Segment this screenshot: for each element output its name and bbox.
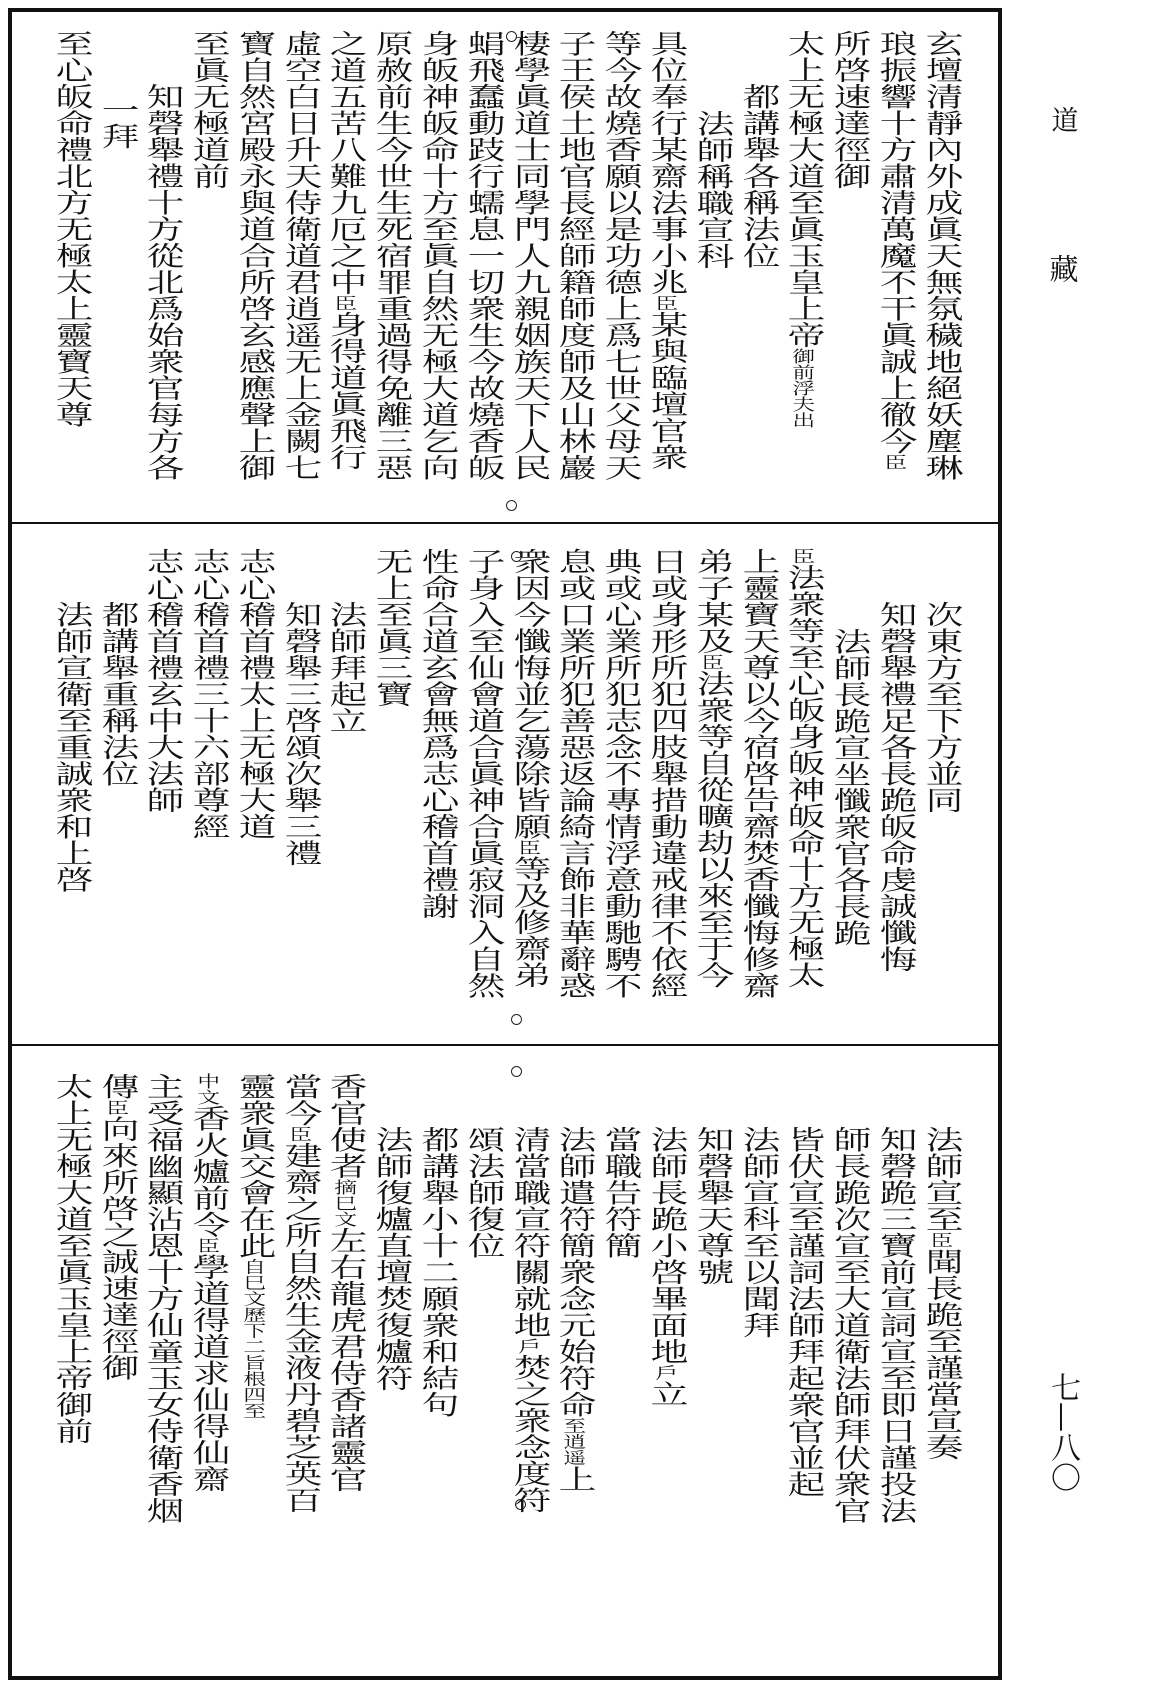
column-text-run <box>276 30 322 481</box>
column-text: 太上无極大道至眞玉皇上帝御前 <box>48 1073 93 1444</box>
column-text: 琅振響十方肅清萬魔不干眞誠上徹今 <box>872 30 917 454</box>
column-text-run <box>551 548 596 999</box>
text-column <box>641 548 687 1044</box>
column-text-run <box>460 548 505 999</box>
column-text: 息或口業所犯善惡返論綺言飾非華辭惑 <box>551 548 596 999</box>
column-text: 知磬舉禮十方從北爲始衆官每方各 <box>139 83 184 481</box>
column-text: 上 <box>551 1465 596 1492</box>
column-text: 玄壇清靜內外成眞天無氛穢地絕妖塵琳 <box>918 30 963 481</box>
text-panel <box>12 1046 998 1676</box>
text-column <box>550 1073 596 1676</box>
column-text: 法師長跪小啓畢面地 <box>643 1126 688 1365</box>
text-column <box>458 30 504 522</box>
text-column <box>550 30 596 522</box>
interlinear-note: 臣 <box>697 654 725 670</box>
column-text-run <box>414 1073 459 1418</box>
text-column <box>825 30 871 522</box>
column-text-run <box>689 548 734 988</box>
column-text-run <box>918 1073 963 1460</box>
column-text-run <box>872 548 917 972</box>
column-text-run <box>734 1073 779 1338</box>
circle-mark <box>515 1499 526 1510</box>
text-panel <box>12 524 998 1046</box>
margin-title-top: 道 <box>1046 106 1078 133</box>
text-column <box>870 548 916 1044</box>
column-text: 知磬舉三啓頌次舉三禮 <box>276 601 322 866</box>
text-column <box>138 548 184 1044</box>
column-text-run <box>597 548 642 999</box>
column-text-run <box>93 548 138 787</box>
circle-mark <box>506 31 517 42</box>
column-text: 某與臨壇官衆 <box>643 311 688 470</box>
text-column <box>138 1073 184 1676</box>
text-column <box>687 548 733 1044</box>
column-text-run <box>48 1073 93 1444</box>
column-text: 香官使者 <box>322 1073 367 1179</box>
circle-mark <box>506 500 517 511</box>
column-text: 志心稽首禮太上无極大道 <box>231 548 276 840</box>
column-text-run <box>368 30 413 481</box>
text-column <box>916 1073 962 1676</box>
text-column <box>275 30 321 522</box>
column-text-run <box>826 1073 871 1524</box>
text-column <box>733 548 779 1044</box>
column-text-run <box>231 1073 276 1419</box>
column-text-run <box>276 1073 322 1513</box>
column-text-run <box>689 1073 734 1285</box>
column-text: 志心稽首禮三十六部尊經 <box>185 548 230 840</box>
column-text-run <box>139 548 184 813</box>
text-column <box>687 30 733 522</box>
column-text-run <box>872 1073 917 1524</box>
text-column <box>870 1073 916 1676</box>
column-text-run <box>139 1073 184 1524</box>
text-column <box>412 548 458 1044</box>
column-text: 上靈寶天尊以今宿啓告齋焚香懺悔修齋 <box>734 548 779 999</box>
column-text: 身得道眞飛行 <box>322 311 367 470</box>
text-column <box>321 548 367 1044</box>
column-text-run <box>231 30 276 481</box>
column-text: 衆因今懺悔並乞蕩除皆願 <box>505 548 550 840</box>
column-text-run <box>414 548 459 919</box>
text-column <box>733 30 779 522</box>
text-column <box>870 30 916 522</box>
text-column <box>367 30 413 522</box>
column-text: 師長跪次宣至大道衛法師拜伏衆官 <box>826 1126 871 1524</box>
text-column <box>596 30 642 522</box>
text-column <box>367 1073 413 1676</box>
column-text: 左右龍虎君侍香諸靈官 <box>322 1227 367 1492</box>
column-text: 具位奉行某齋法事小兆 <box>643 30 688 295</box>
column-text: 皆伏宣至謹詞法師拜起衆官並起 <box>780 1126 825 1497</box>
column-text-run <box>414 30 459 481</box>
column-text: 學道得道求仙得仙齋 <box>185 1253 230 1492</box>
column-text-run <box>826 548 871 946</box>
column-text-run <box>734 30 779 269</box>
column-text-run <box>689 30 734 269</box>
text-column <box>46 548 92 1044</box>
column-text-run <box>780 548 825 988</box>
column-text: 等及修齋弟 <box>505 855 550 988</box>
column-text: 之道五苦八難九厄之中 <box>322 30 367 295</box>
column-text: 傳 <box>93 1073 138 1100</box>
text-panel <box>12 12 998 524</box>
column-text-run <box>139 30 184 481</box>
column-text-run <box>185 548 230 840</box>
text-column <box>412 30 458 522</box>
column-text: 法師宣衛至重誠衆和上啓 <box>48 601 93 893</box>
column-text: 靈衆眞交會在此 <box>231 1073 276 1259</box>
column-text: 太上无極大道至眞玉皇上帝 <box>780 30 825 348</box>
margin-title-bottom: 藏 <box>1045 254 1080 283</box>
text-column <box>596 548 642 1044</box>
column-text: 建齋之所自然生金液丹碧芝英百 <box>276 1142 322 1513</box>
column-text-run <box>780 30 825 428</box>
column-text-run <box>505 548 550 988</box>
interlinear-note: 臣 <box>880 454 908 470</box>
column-text-run <box>551 1073 596 1492</box>
column-text: 法師宣科至以聞拜 <box>734 1126 779 1338</box>
text-column <box>504 548 550 1044</box>
text-column <box>92 1073 138 1676</box>
column-text: 法師稱職宣科 <box>689 109 734 269</box>
column-text-run <box>597 1073 642 1259</box>
text-column <box>46 30 92 522</box>
column-text: 都講舉小十二願衆和結句 <box>414 1126 459 1418</box>
column-text: 弟子某及 <box>689 548 734 654</box>
interlinear-note: 臣 <box>514 839 542 856</box>
column-text: 焚之衆念度符 <box>505 1354 550 1513</box>
interlinear-note: 臣 <box>285 1126 313 1142</box>
column-text: 法師宣至 <box>918 1126 963 1232</box>
column-text-run <box>643 30 688 470</box>
column-text-run <box>918 30 963 481</box>
column-text: 所啓速達徑御 <box>826 30 871 189</box>
text-column <box>687 1073 733 1676</box>
column-text: 法師長跪宣坐懺衆官各長跪 <box>826 627 871 946</box>
column-text: 典或心業所犯志念不專情浮意動馳騁不 <box>597 548 642 999</box>
text-column <box>183 1073 229 1676</box>
text-column <box>229 1073 275 1676</box>
column-text: 主受福幽顯沾恩十方仙童玉女侍衛香烟 <box>139 1073 184 1524</box>
text-column <box>367 548 413 1044</box>
column-text: 法師遣符簡衆念元始符命 <box>551 1126 596 1418</box>
column-text-run <box>48 30 93 428</box>
column-text-run <box>322 30 367 470</box>
text-column <box>504 30 550 522</box>
column-text: 香火爐前令 <box>185 1105 230 1238</box>
column-text-run <box>93 30 138 150</box>
column-text: 虛空白日升天侍衛道君逍遥无上金闕七 <box>276 30 322 481</box>
column-text: 頌法師復位 <box>460 1126 505 1259</box>
column-text-run <box>505 30 550 481</box>
column-text-run <box>322 1073 367 1492</box>
column-text: 次東方至下方並同 <box>918 601 963 813</box>
column-text: 身皈神皈命十方至眞自然无極大道乞向 <box>414 30 459 481</box>
interlinear-note: 臣 <box>926 1232 954 1248</box>
column-text-run <box>185 1073 230 1492</box>
column-text-run <box>48 548 93 893</box>
column-text-run <box>460 1073 505 1259</box>
column-text: 等今故燒香願以是功德上爲七世父母天 <box>597 30 642 481</box>
page-frame <box>8 8 1002 1680</box>
interlinear-note: 自巳文歷下二旨根四至 <box>239 1258 267 1419</box>
column-text: 法師拜起立 <box>322 601 367 734</box>
column-text: 知磬舉禮足各長跪皈命虔誠懺悔 <box>872 601 917 972</box>
margin-collection-title <box>1040 254 1084 283</box>
text-column <box>504 1073 550 1676</box>
interlinear-note: 摘巳文 <box>331 1179 359 1227</box>
circle-mark <box>511 1066 522 1077</box>
column-text: 清當職宣符關就地 <box>505 1126 550 1338</box>
column-text-run <box>872 30 917 470</box>
text-column <box>779 1073 825 1676</box>
interlinear-note: 臣 <box>102 1099 130 1116</box>
column-text-run <box>551 30 596 481</box>
column-text: 至眞无極道前 <box>185 30 230 189</box>
interlinear-note: 臣 <box>789 548 817 564</box>
text-column <box>46 1073 92 1676</box>
circle-mark <box>511 551 522 562</box>
column-text-run <box>322 548 367 734</box>
margin-collection-title <box>1040 106 1084 133</box>
column-text: 寶自然宮殿永與道合所啓玄感應聲上御 <box>231 30 276 481</box>
text-column <box>916 548 962 1044</box>
column-text-run <box>460 30 505 481</box>
text-column <box>183 30 229 522</box>
interlinear-note: 御前浮夫出 <box>789 348 817 428</box>
text-column <box>458 548 504 1044</box>
column-text: 子身入至仙會道合眞神合眞寂洞入自然 <box>460 548 505 999</box>
text-column <box>596 1073 642 1676</box>
text-column <box>92 30 138 522</box>
column-text: 當職告符簡 <box>597 1126 642 1259</box>
column-text: 知磬舉天尊號 <box>689 1126 734 1285</box>
text-column <box>779 548 825 1044</box>
column-text-run <box>185 30 230 189</box>
interlinear-note: 臣 <box>651 295 679 311</box>
column-text-run <box>643 1073 688 1407</box>
column-text: 知磬跪三寶前宣詞宣至即日謹投法 <box>872 1126 917 1524</box>
column-text: 當今 <box>276 1073 322 1126</box>
interlinear-note: 至逍遥 <box>560 1417 588 1466</box>
interlinear-note: 臣 <box>331 295 359 311</box>
column-text-run <box>826 30 871 189</box>
text-column <box>412 1073 458 1676</box>
column-text-run <box>918 548 963 813</box>
text-column <box>229 548 275 1044</box>
text-column <box>779 30 825 522</box>
text-column <box>550 548 596 1044</box>
interlinear-note: 戶 <box>651 1364 679 1381</box>
column-text: 立 <box>643 1380 688 1407</box>
text-column <box>275 548 321 1044</box>
text-column <box>458 1073 504 1676</box>
column-text-run <box>231 548 276 840</box>
text-column <box>321 1073 367 1676</box>
column-text: 向來所啓之誠速達徑御 <box>93 1115 138 1381</box>
column-text: 法衆等自從曠劫以來至于今 <box>689 670 734 988</box>
column-text: 聞長跪至謹當宣奏 <box>918 1248 963 1460</box>
column-text: 法師復爐直壇焚復爐符 <box>368 1126 413 1391</box>
text-column <box>641 30 687 522</box>
column-text-run <box>780 1073 825 1497</box>
column-text-run <box>734 548 779 999</box>
column-text: 蜎飛蠢動跂行蠕息一切衆生今故燒香皈 <box>460 30 505 481</box>
column-text-run <box>93 1073 138 1381</box>
text-column <box>138 30 184 522</box>
circle-mark <box>511 1014 522 1025</box>
interlinear-note: 戶 <box>514 1338 542 1354</box>
text-column <box>916 30 962 522</box>
column-text: 志心稽首禮玄中大法師 <box>139 548 184 813</box>
column-text: 子王侯土地官長經師籍師度師及山林巖 <box>551 30 596 481</box>
text-column <box>321 30 367 522</box>
page-number-text: 七—八〇 <box>1045 1372 1080 1492</box>
column-text-run <box>597 30 642 481</box>
column-text: 一拜 <box>93 96 138 150</box>
interlinear-note: 中文 <box>193 1073 221 1105</box>
column-text-run <box>276 548 322 866</box>
text-column <box>825 1073 871 1676</box>
column-text-run <box>643 548 688 999</box>
interlinear-note: 臣 <box>193 1237 221 1254</box>
column-text: 无上至眞三寶 <box>368 548 413 707</box>
text-column <box>92 548 138 1044</box>
column-text-run <box>368 1073 413 1391</box>
page-number <box>1040 1372 1084 1492</box>
text-column <box>825 548 871 1044</box>
text-column <box>229 30 275 522</box>
column-text: 至心皈命禮北方无極太上靈寶天尊 <box>48 30 93 428</box>
column-text: 原赦前生今世生死宿罪重過得免離三惡 <box>368 30 413 481</box>
text-column <box>275 1073 321 1676</box>
column-text: 日或身形所犯四肢舉措動違戒律不依經 <box>643 548 688 999</box>
column-text: 法衆等至心皈身皈神皈命十方无極太 <box>780 564 825 988</box>
text-column <box>733 1073 779 1676</box>
text-column <box>183 548 229 1044</box>
column-text: 都講舉重稱法位 <box>93 601 138 787</box>
column-text-run <box>368 548 413 707</box>
text-column <box>641 1073 687 1676</box>
column-text: 都講舉各稱法位 <box>734 83 779 269</box>
column-text-run <box>505 1073 550 1513</box>
column-text: 性命合道玄會無爲志心稽首禮謝 <box>414 548 459 919</box>
column-text: 棲學眞道士同學門人九親姻族天下人民 <box>505 30 550 481</box>
